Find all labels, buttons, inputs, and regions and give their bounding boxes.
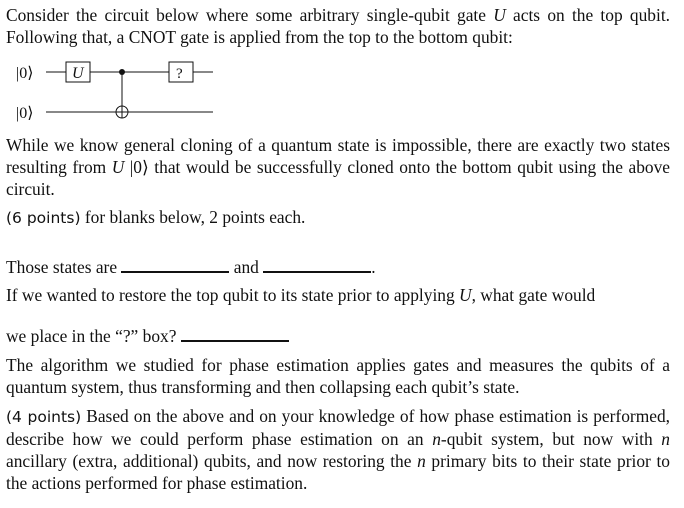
- restore-text-2: , what gate would: [471, 285, 596, 305]
- cloning-ket: |0⟩: [124, 157, 149, 177]
- top-qubit-ket: |0⟩: [16, 65, 34, 82]
- gate-question-label: ?: [176, 66, 183, 82]
- points-6-line: [6, 206, 670, 229]
- states-and: and: [229, 257, 264, 277]
- answer-blank-state-2[interactable]: [263, 257, 371, 273]
- points-4-text-4: primary bits to their state prior to the actions performed for phase estimation.: [6, 451, 670, 493]
- points-4-text-3: ancillary (extra, additional) qubits, and now restoring the: [6, 451, 418, 471]
- restore-line-1: [6, 284, 670, 306]
- restore-text-1: If we wanted to restore the top qubit to its state prior to applying: [6, 285, 460, 305]
- points-4-text-1: Based on the above and on your knowledge of how phase estimation is performed, describe how we could perform phase estimation on an: [6, 406, 670, 449]
- phase-paragraph: The algorithm we studied for phase estimation applies gates and measures the qubits of a quantum system, thus transforming and then collapsing each qubit’s state.: [6, 355, 670, 397]
- restore-line-2: [6, 325, 670, 347]
- circuit-diagram: [6, 56, 236, 126]
- restore-u-symbol: U: [459, 285, 472, 305]
- cloning-text-2: that would be successfully cloned onto the bottom qubit using the above circuit.: [6, 157, 671, 199]
- intro-text-2: acts on the top qubit. Following that, a CNOT gate is applied from the top to the bottom qubit:: [6, 5, 670, 47]
- gate-u-label: U: [72, 65, 84, 82]
- states-line: [6, 256, 670, 278]
- cloning-text-1: While we know general cloning of a quantum state is impossible, there are exactly two states resulting from: [6, 135, 670, 177]
- cloning-u-symbol: U: [111, 157, 125, 177]
- gate-u-symbol: U: [493, 5, 506, 25]
- restore-text-3: we place in the “?” box?: [6, 326, 181, 346]
- points-6-text: for blanks below, 2 points each.: [80, 207, 306, 227]
- answer-blank-gate[interactable]: [181, 326, 289, 342]
- intro-text-1: Consider the circuit below where some arbitrary single-qubit gate: [6, 5, 494, 25]
- points-4-label: (4 points): [6, 408, 82, 426]
- points-6-label: (6 points): [6, 209, 81, 227]
- points-4-text-2: -qubit system, but now with: [440, 429, 662, 449]
- states-prefix: Those states are: [6, 257, 122, 277]
- answer-blank-state-1[interactable]: [121, 257, 229, 273]
- bottom-qubit-ket: |0⟩: [16, 105, 34, 122]
- var-n-3: n: [417, 451, 426, 471]
- states-suffix: .: [371, 257, 376, 277]
- var-n-1: n: [432, 429, 441, 449]
- var-n-2: n: [661, 429, 670, 449]
- cloning-paragraph: [6, 134, 670, 200]
- intro-paragraph: [6, 4, 670, 48]
- points-4-paragraph: [6, 405, 670, 494]
